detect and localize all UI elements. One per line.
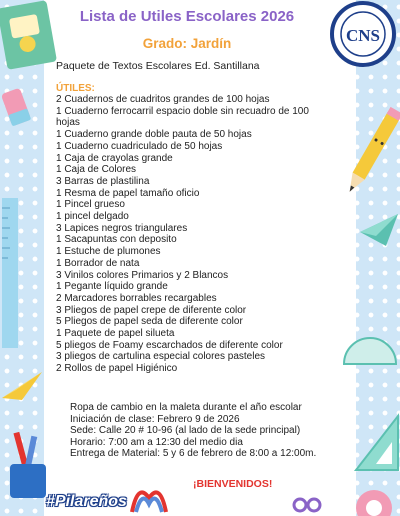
list-item: 3 Pliegos de papel crepe de diferente color [56,304,247,316]
list-item: 1 Cuaderno cuadriculado de 50 hojas [56,140,223,152]
scissors-icon [292,494,332,516]
list-item: 2 Rollos de papel Higiénico [56,363,178,375]
list-item: 1 Cuaderno grande doble pauta de 50 hojas [56,129,252,141]
school-seal-logo [330,0,396,70]
set-square-icon [352,412,400,472]
list-item: 3 Vinilos colores Primarios y 2 Blancos [56,269,229,281]
grade-label: Grado: Jardín [142,36,232,51]
list-item: 3 Barras de plastilina [56,175,150,187]
list-item: 1 Cuaderno ferrocarril espacio doble sin recuadro de 100 hojas [56,105,309,129]
list-item: 1 Sacapuntas con deposito [56,234,177,246]
welcome-text: ¡BIENVENIDOS! [193,478,273,490]
note-material-delivery: Entrega de Material: 5 y 6 de febrero de 8:00 a 12:00m. [70,448,317,460]
list-item: 1 Estuche de plumones [56,246,161,258]
list-item: 1 Borrador de nata [56,257,140,269]
tape-icon [350,486,398,516]
pencil-icon [344,100,400,210]
note-change-clothes: Ropa de cambio en la maleta durante el año escolar [70,402,302,413]
list-item: 1 Pegante líquido grande [56,281,168,293]
list-item: 5 Pliegos de papel seda de diferente color [56,316,243,328]
protractor-icon [340,318,400,368]
list-item: 3 pliegos de cartulina especial colores pasteles [56,351,266,363]
note-schedule: Horario: 7:00 am a 12:30 del medio dia [70,436,243,448]
supply-list [56,94,314,375]
list-item: 5 pliegos de Foamy escarchados de diferente color [56,339,283,351]
page-title: Lista de Utiles Escolares 2026 [79,8,295,25]
list-item: 1 Resma de papel tamaño oficio [56,187,200,199]
pencil-cup-icon [0,430,54,500]
ruler-icon [0,198,22,348]
colorful-logo-icon [128,478,170,516]
list-item: 2 Marcadores borrables recargables [56,292,217,304]
notes-block [70,402,350,460]
eraser-icon [0,82,40,132]
seal-monogram: CNS [345,26,381,45]
list-item: 2 Cuadernos de cuadritos grandes de 100 hojas [56,94,270,105]
note-class-start: Iniciación de clase: Febrero 9 de 2026 [70,413,240,425]
list-item: 1 pincel delgado [56,211,129,223]
list-item: 1 Paquete de papel silueta [56,328,175,340]
textbook-package: Paquete de Textos Escolares Ed. Santillana [56,60,260,72]
supplies-heading: ÚTILES: [56,83,95,94]
list-item: 3 Lapices negros triangulares [56,222,188,234]
hashtag-text: #Pilareños [46,493,127,510]
paper-plane-left-icon [0,368,44,402]
list-item: 1 Caja de Colores [56,164,137,176]
list-item: 1 Pincel grueso [56,199,125,211]
note-address: Sede: Calle 20 # 10-96 (al lado de la sede principal) [70,425,301,437]
paper-plane-icon [358,210,400,250]
list-item: 1 Caja de crayolas grande [56,152,173,164]
